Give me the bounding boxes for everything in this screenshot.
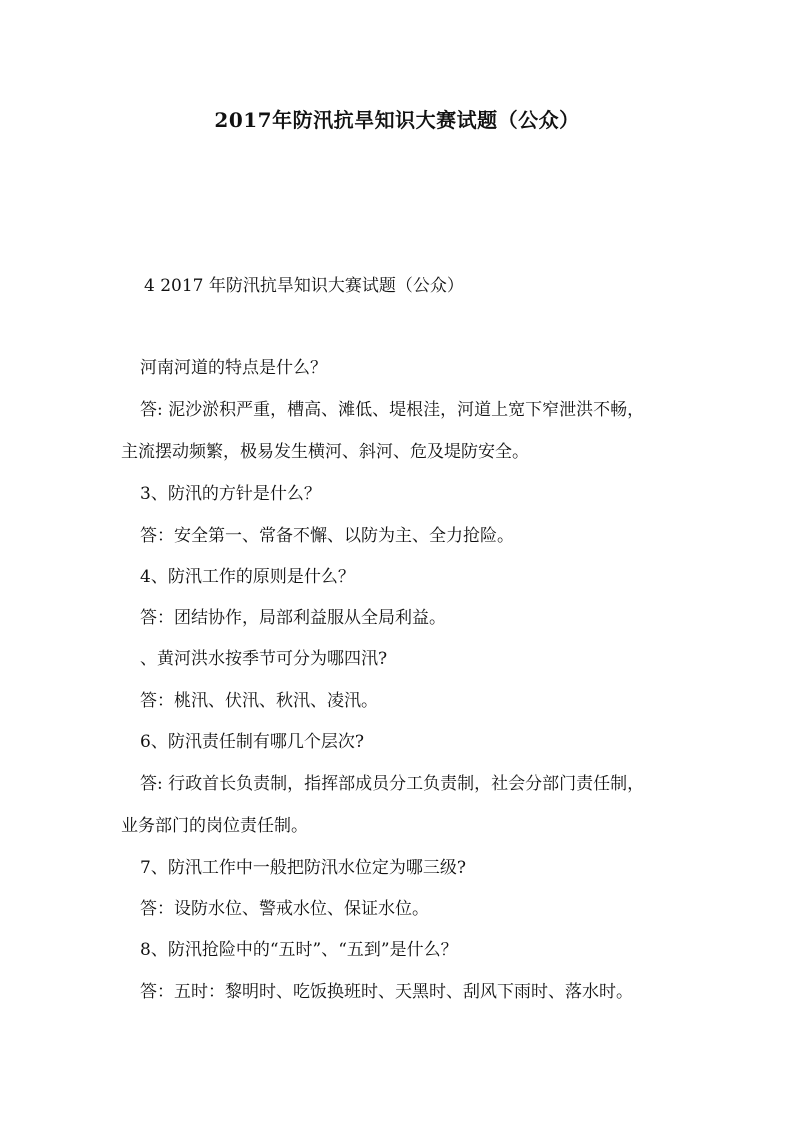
question-line: 8、防汛抢险中的“五时”、“五到”是什么？: [140, 940, 458, 960]
question-line: 7、防汛工作中一般把防汛水位定为哪三级?: [140, 858, 466, 878]
question-line: 6、防汛责任制有哪几个层次?: [140, 732, 364, 752]
document-title: 2017年防汛抗旱知识大赛试题（公众）: [214, 108, 580, 132]
answer-line: 答：团结协作，局部利益服从全局利益。: [140, 608, 446, 628]
question-line: 河南河道的特点是什么？: [140, 358, 327, 378]
document-subtitle: 4 2017 年防汛抗旱知识大赛试题（公众）: [144, 276, 464, 296]
question-line: 4、防汛工作的原则是什么？: [140, 567, 355, 587]
answer-line: 答：五时：黎明时、吃饭换班时、天黑时、刮风下雨时、落水时。: [140, 982, 633, 1002]
answer-line: 答: 行政首长负责制，指挥部成员分工负责制，社会分部门责任制，: [140, 774, 645, 794]
answer-line-continued: 业务部门的岗位责任制。: [121, 816, 308, 836]
answer-line: 答：安全第一、常备不懈、以防为主、全力抢险。: [140, 526, 514, 546]
answer-line: 答：桃汛、伏汛、秋汛、凌汛。: [140, 691, 378, 711]
question-line: 、黄河洪水按季节可分为哪四汛?: [140, 649, 388, 669]
answer-line: 答: 泥沙淤积严重，槽高、滩低、堤根洼，河道上宽下窄泄洪不畅，: [140, 400, 645, 420]
answer-line-continued: 主流摆动频繁，极易发生横河、斜河、危及堤防安全。: [121, 442, 529, 462]
answer-line: 答：设防水位、警戒水位、保证水位。: [140, 899, 429, 919]
question-line: 3、防汛的方针是什么？: [140, 484, 321, 504]
